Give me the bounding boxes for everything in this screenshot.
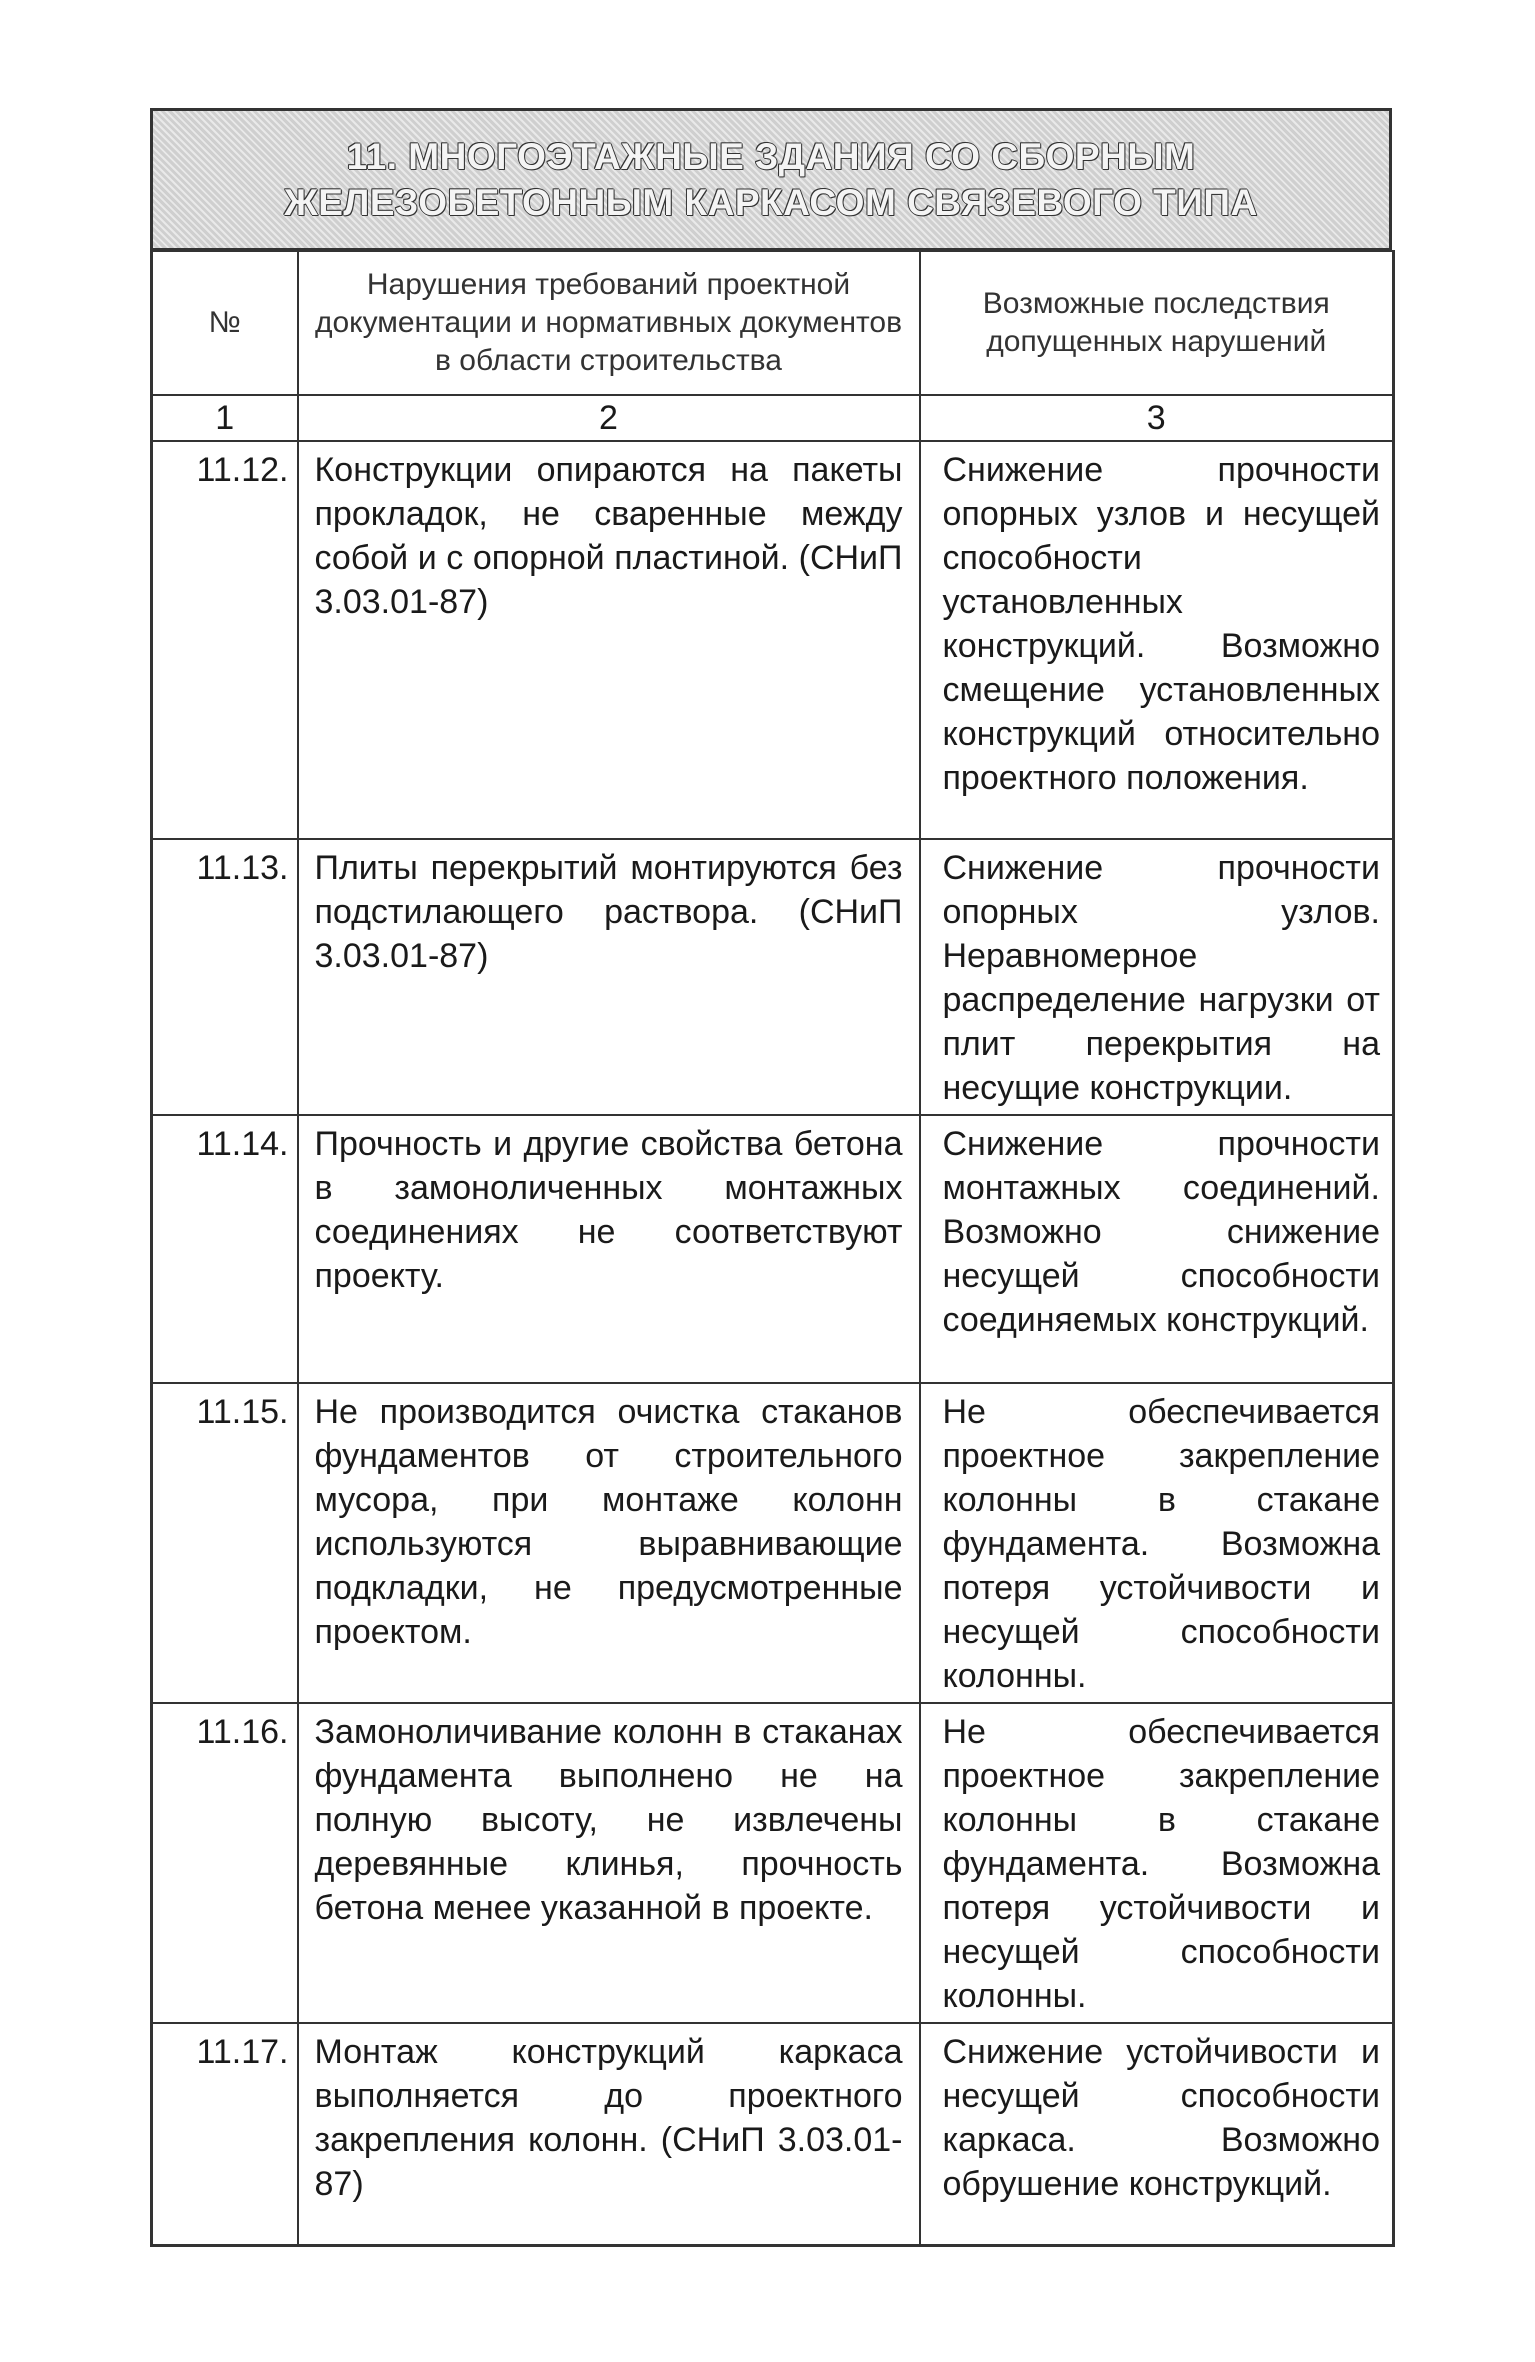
column-number-1: 1: [152, 395, 298, 441]
row-consequence: Снижение прочности опорных узлов и несущей способности установленных конструкций. Возможно смещение установленных конструкций относительно проектного положения.: [920, 441, 1394, 839]
row-number: 11.16.: [152, 1703, 298, 2023]
header-violations: Нарушения требований проектной документации и нормативных документов в области строительства: [298, 251, 920, 395]
row-violation: Замоноличивание колонн в стаканах фундамента выполнено не на полную высоту, не извлечены деревянные клинья, прочность бетона менее указанной в проекте.: [298, 1703, 920, 2023]
row-violation: Прочность и другие свойства бетона в замоноличенных монтажных соединениях не соответствуют проекту.: [298, 1115, 920, 1383]
row-number: 11.17.: [152, 2023, 298, 2245]
row-number: 11.15.: [152, 1383, 298, 1703]
header-consequences: Возможные последствия допущенных нарушений: [920, 251, 1394, 395]
column-number-3: 3: [920, 395, 1394, 441]
table-row: [152, 441, 1394, 839]
table-row: [152, 1383, 1394, 1703]
row-violation: Конструкции опираются на пакеты прокладок, не сваренные между собой и с опорной пластиной. (СНиП 3.03.01-87): [298, 441, 920, 839]
table-row: [152, 839, 1394, 1115]
row-number: 11.14.: [152, 1115, 298, 1383]
column-number-row: [152, 395, 1394, 441]
document-page: [150, 108, 1392, 2247]
row-violation: Монтаж конструкций каркаса выполняется до проектного закрепления колонн. (СНиП 3.03.01-87): [298, 2023, 920, 2245]
row-number: 11.13.: [152, 839, 298, 1115]
row-consequence: Снижение прочности монтажных соединений. Возможно снижение несущей способности соединяемых конструкций.: [920, 1115, 1394, 1383]
row-number: 11.12.: [152, 441, 298, 839]
header-number: №: [152, 251, 298, 395]
violations-table: [150, 250, 1395, 2247]
table-row: [152, 1703, 1394, 2023]
table-row: [152, 2023, 1394, 2245]
section-title-banner: [150, 108, 1392, 250]
row-violation: Не производится очистка стаканов фундаментов от строительного мусора, при монтаже колонн используются выравнивающие подкладки, не предусмотренные проектом.: [298, 1383, 920, 1703]
table-header-row: [152, 251, 1394, 395]
section-title-line-2: ЖЕЛЕЗОБЕТОННЫМ КАРКАСОМ СВЯЗЕВОГО ТИПА: [284, 181, 1258, 223]
table-row: [152, 1115, 1394, 1383]
row-consequence: Не обеспечивается проектное закрепление колонны в стакане фундамента. Возможна потеря устойчивости и несущей способности колонны.: [920, 1383, 1394, 1703]
section-title-line-1: 11. МНОГОЭТАЖНЫЕ ЗДАНИЯ СО СБОРНЫМ: [346, 135, 1196, 177]
row-consequence: Снижение устойчивости и несущей способности каркаса. Возможно обрушение конструкций.: [920, 2023, 1394, 2245]
row-consequence: Не обеспечивается проектное закрепление колонны в стакане фундамента. Возможна потеря устойчивости и несущей способности колонны.: [920, 1703, 1394, 2023]
row-violation: Плиты перекрытий монтируются без подстилающего раствора. (СНиП 3.03.01-87): [298, 839, 920, 1115]
row-consequence: Снижение прочности опорных узлов. Неравномерное распределение нагрузки от плит перекрытия на несущие конструкции.: [920, 839, 1394, 1115]
column-number-2: 2: [298, 395, 920, 441]
